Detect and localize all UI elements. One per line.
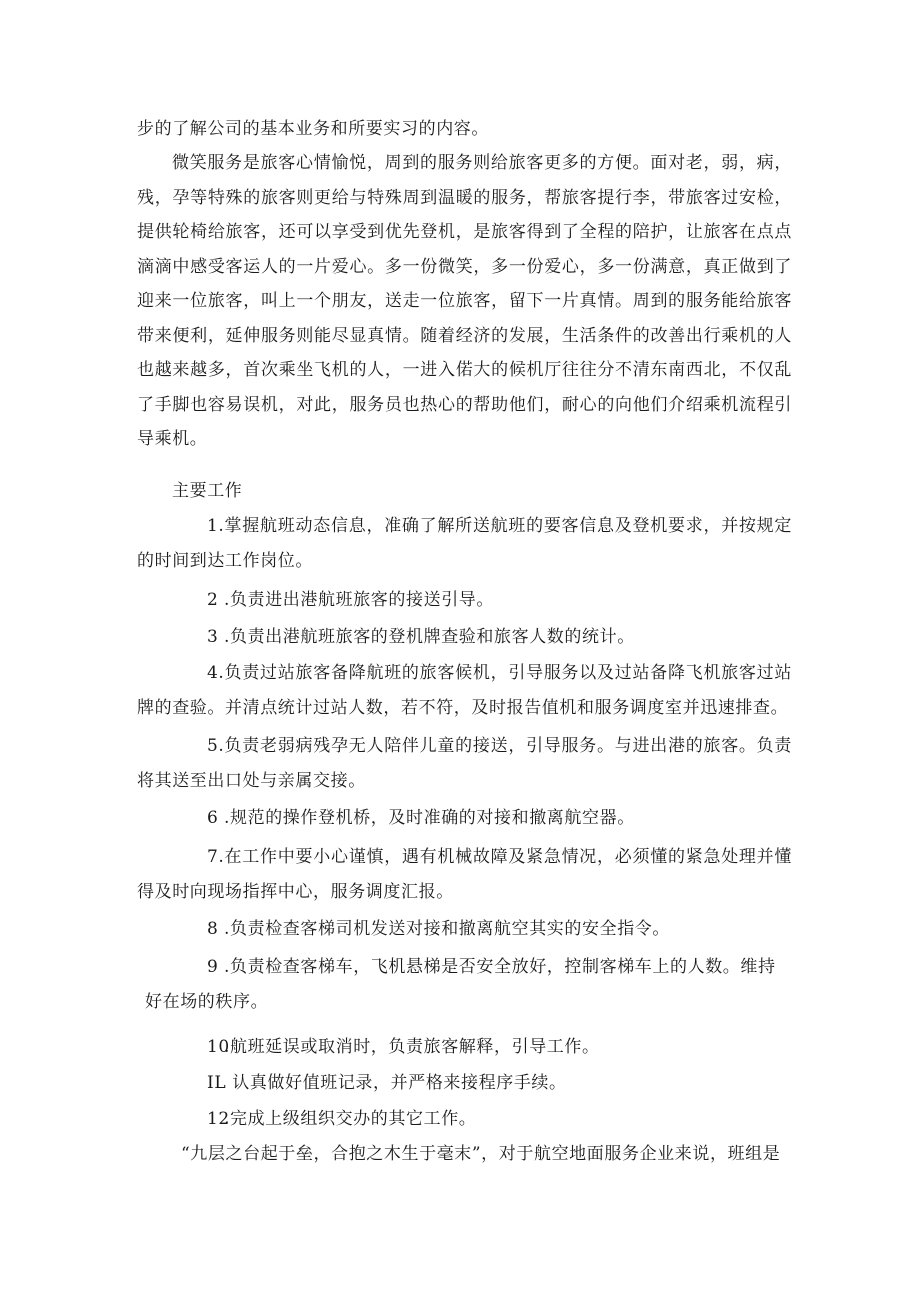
duty-item-9 xyxy=(137,950,792,985)
duty-number: 1 xyxy=(207,516,219,536)
duty-item-8 xyxy=(137,912,792,947)
duty-item-3 xyxy=(137,620,792,655)
duty-number: 4 xyxy=(207,663,219,683)
duty-number: IL xyxy=(207,1073,227,1093)
duty-text: .规范的操作登机桥，及时准确的对接和撤离航空器。 xyxy=(224,808,635,828)
duty-item-10 xyxy=(137,1030,792,1065)
duty-number: 2 xyxy=(207,590,219,610)
duty-text: .航班延误或取消时，负责旅客解释，引导工作。 xyxy=(224,1037,600,1057)
duty-item-12 xyxy=(137,1102,792,1137)
duty-item-4 xyxy=(137,656,792,725)
duty-item-9-continuation: 好在场的秩序。 xyxy=(145,992,269,1012)
duty-text: .负责进出港航班旅客的接送引导。 xyxy=(224,590,495,610)
duty-item-6 xyxy=(137,801,792,836)
duty-text: .负责过站旅客备降航班的旅客候机，引导服务以及过站备降飞机旅客过站牌的查验。并清点统计过站人数，若不符，及时报告值机和服务调度室并迅速排查。 xyxy=(137,663,792,718)
duty-text: .负责检查客梯司机发送对接和撤离航空其实的安全指令。 xyxy=(224,919,671,939)
duty-text: .负责出港航班旅客的登机牌查验和旅客人数的统计。 xyxy=(224,627,635,647)
duty-number: 9 xyxy=(207,957,219,977)
duty-item-2 xyxy=(137,583,792,618)
duty-text: .掌握航班动态信息，准确了解所送航班的要客信息及登机要求，并按规定的时间到达工作岗位。 xyxy=(137,516,792,571)
duty-number: 7 xyxy=(207,847,219,867)
smile-service-paragraph: 微笑服务是旅客心情愉悦，周到的服务则给旅客更多的方便。面对老，弱，病，残，孕等特殊的旅客则更给与特殊周到温暖的服务，帮旅客提行李，带旅客过安检，提供轮椅给旅客，还可以享受到优先登机，是旅客得到了全程的陪护，让旅客在点点滴滴中感受客运人的一片爱心。多一份微笑，多一份爱心，多一份满意，真正做到了迎来一位旅客，叫上一个朋友，送走一位旅客，留下一片真情。周到的服务能给旅客带来便利，延伸服务则能尽显真情。随着经济的发展，生活条件的改善出行乘机的人也越来越多，首次乘坐飞机的人，一进入偌大的候机厅往往分不清东南西北，不仅乱了手脚也容易误机，对此，服务员也热心的帮助他们，耐心的向他们介绍乘机流程引导乘机。 xyxy=(137,153,792,449)
duty-text: .负责老弱病残孕无人陪伴儿童的接送，引导服务。与进出港的旅客。负责将其送至出口处与亲属交接。 xyxy=(137,736,792,791)
section-heading: 主要工作 xyxy=(172,481,243,501)
duty-number: 8 xyxy=(207,919,219,939)
duty-text: .在工作中要小心谨慎，遇有机械故障及紧急情况，必须懂的紧急处理并懂得及时向现场指挥中心，服务调度汇报。 xyxy=(137,847,792,902)
duty-text: 认真做好值班记录，并严格来接程序手续。 xyxy=(232,1073,567,1093)
duty-number: 3 xyxy=(207,627,219,647)
duty-text: .负责检查客梯车，飞机悬梯是否安全放好，控制客梯车上的人数。维持 xyxy=(224,957,776,977)
intro-tail-line: 步的了解公司的基本业务和所要实习的内容。 xyxy=(137,119,489,139)
closing-line: “九层之台起于垒，合抱之木生于毫末”，对于航空地面服务企业来说，班组是 xyxy=(181,1144,781,1164)
duty-item-5 xyxy=(137,729,792,798)
duty-item-11 xyxy=(137,1066,792,1101)
duty-item-1 xyxy=(137,509,792,578)
duty-number: 12 xyxy=(207,1109,230,1129)
duty-text: .完成上级组织交办的其它工作。 xyxy=(224,1109,477,1129)
duty-item-7 xyxy=(137,840,792,909)
duty-number: 5 xyxy=(207,736,219,756)
duty-number: 10 xyxy=(207,1037,230,1057)
duty-number: 6 xyxy=(207,808,219,828)
